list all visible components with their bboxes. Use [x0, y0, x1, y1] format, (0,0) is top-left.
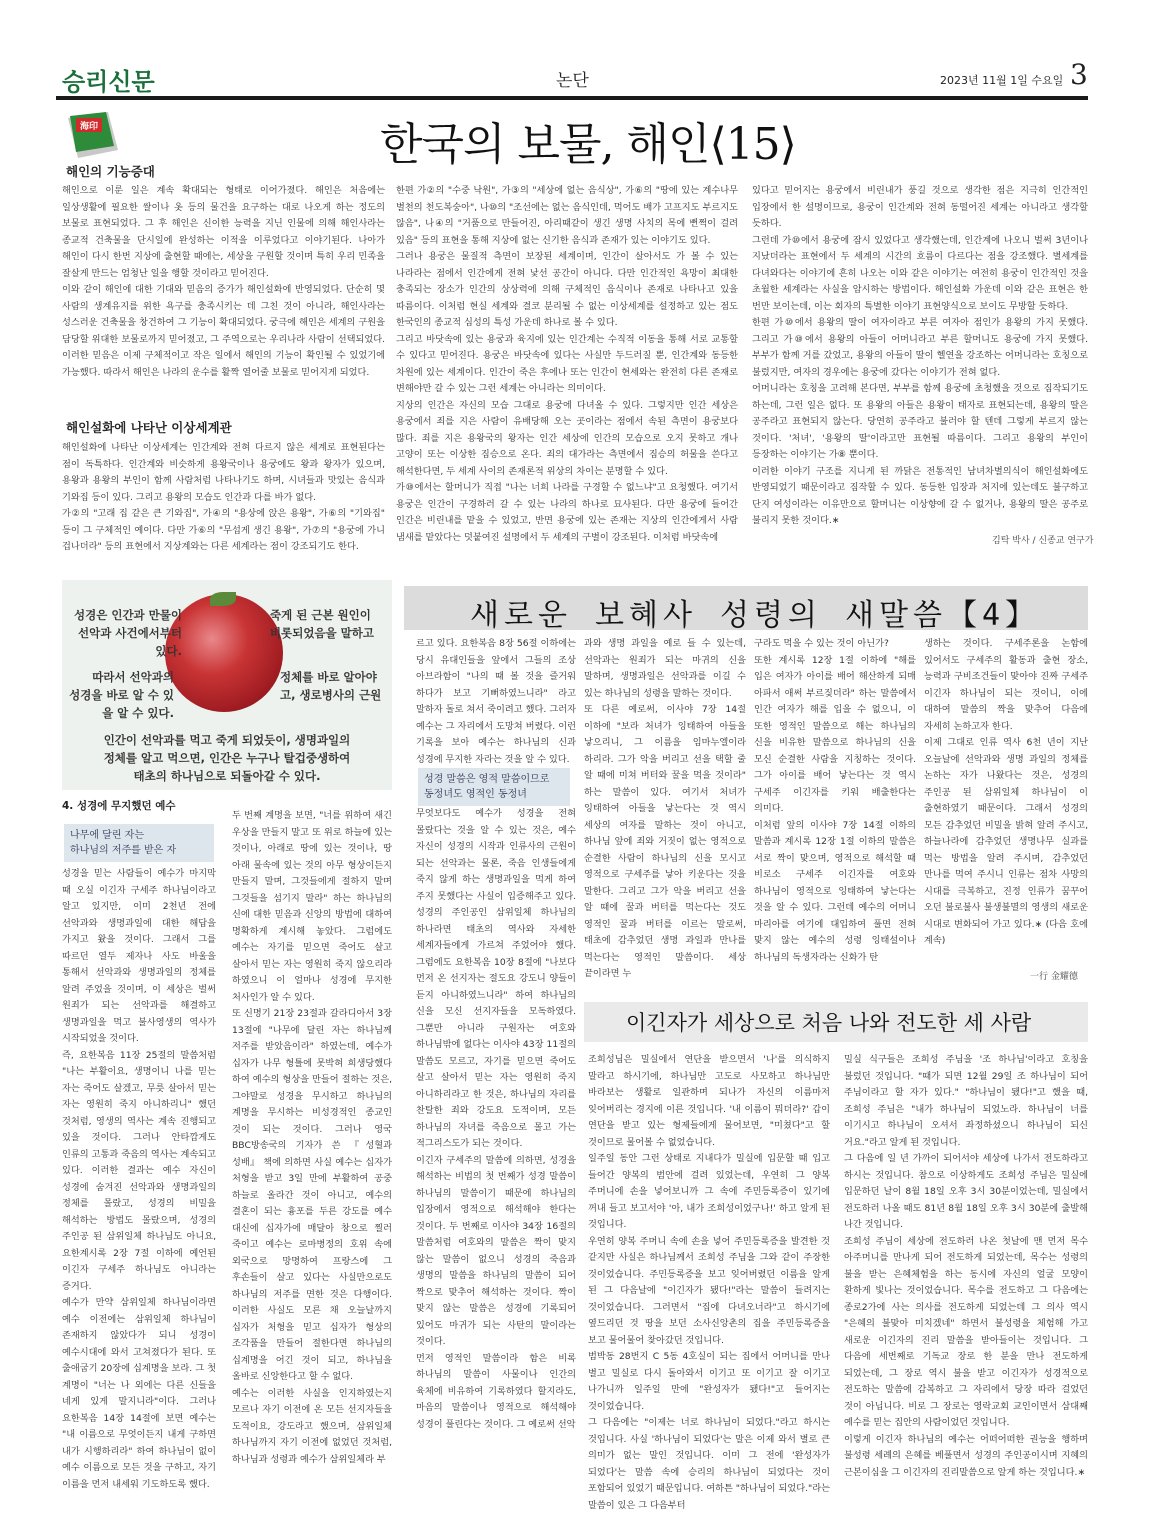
header-rule — [56, 96, 1088, 100]
article1-subheading-2: 해인설화에 나타난 이상세계관 — [66, 420, 232, 435]
apple-image — [165, 594, 283, 712]
article2-signature: 一行 金耀德 — [1030, 972, 1078, 982]
article1-title: 한국의 보물, 해인⟨15⟩ — [380, 119, 796, 170]
article2-col-f: 생하는 것이다. 구세주론을 논함에 있어서도 구세주의 활동과 출현 장소, 능력과 구비조건들이 맞아야 진짜 구세주 이긴자 하나님이 되는 것이니, 이에 대하여 말씀의 짝을 맞추어 다음에 자세히 논하고자 한다. 이제 그대로 인류 역사 6천 년이 지난 오늘날에 선악과와 생명 과일의 정체를 논하는 자가 나왔다는 것은, 성경의 주인공 된 삼위일체 하나님이 이 출현하였기 때문이다. 그래서 성경의 모든 감추었던 비밀을 밝혀 알려 주시고, 하늘나라에 감추었던 생명나무 실과를 먹는 방법을 알려 주시며, 감추었던 만나를 먹여 주시니 인류는 점차 사망의 시대를 극복하고, 진정 인류가 꿈꾸어 오던 불로불사 불생불멸의 영생의 새로운 시대로 변화되어 가고 있다.∗ (다음 호에 계속) — [924, 638, 1088, 946]
article2-col-c: 르고 있다. 요한복음 8장 56절 이하에는 당시 유대인들을 앞에서 그들의 조상 아브라함이 "나의 때 볼 것을 즐거워 하다가 보고 기뻐하였느니라" 라고 말하자 돌로 쳐서 죽이려고 했다. 그러자 예수는 그 자리에서 도망쳐 버렸다. 이런 기록을 보아 예수는 하나님의 신과 성경에 무지한 자라는 것을 알 수 있다. — [416, 638, 576, 765]
article1-col2-text: 한편 가②의 "수중 낙원", 가③의 "세상에 없는 음식상", 가⑥의 "땅에 있는 계수나무 별천의 천도복숭아", 나⑩의 "조선에는 없는 음식인데, 먹어도 배가 고프지도 부르지도 않음", 나④의 "거품으로 만들어진, 아리때같이 생긴 생명 사치의 목에 뻔쩍이 걸려 있음" 등의 표현을 통해 지상에 없는 신기한 음식과 존재가 있는 이야기도 있다. 그러나 용궁은 물질적 측면이 보장된 세계이며, 인간이 살아서도 가 볼 수 있는 나라라는 점에서 인간에게 전혀 낯선 공간이 아니다. 다만 인간적인 욕망이 최대한 충족되는 장소가 인간의 상상력에 의해 구체적인 음식이나 존재로 나타나고 있을 따름이다. 이처럼 현실 세계와 결코 분리될 수 없는 이상세계를 설정하고 있는 점도 한국인의 종교적 심성의 특성 가운데 하나로 볼 수 있다. 그리고 바닷속에 있는 용궁과 육지에 있는 인간계는 수직적 이동을 통해 서로 교통할 수 있다고 믿어진다. 용궁은 바닷속에 있다는 사실만 두드러질 뿐, 인간계와 동등한 차원에 있는 세계이다. 인간이 죽은 후에나 또는 인간이 현세와는 완전히 다른 존재로 변해야만 갈 수 있는 그런 세계는 아니라는 의미이다. 지상의 인간은 자신의 모습 그대로 용궁에 다녀올 수 있다. 그렇지만 인간 세상은 용궁에서 죄를 지은 사람이 유배당해 오는 곳이라는 점에서 속된 측면이 용궁보다 많다. 죄를 지은 용왕국의 왕자는 인간 세상에 인간의 모습으로 오지 못하고 개나 고양이 또는 이상한 짐승으로 온다. 죄의 대가라는 측면에서 짐승의 허물을 쓴다고 해석한다면, 두 세계 사이의 존재론적 위상의 차이는 분명할 수 있다. 가⑩에서는 할머니가 직접 "나는 너희 나라를 구경할 수 없느냐"고 요청했다. 여기서 용궁은 인간이 구경하러 갈 수 있는 나라의 하나로 묘사된다. 다만 용궁에 들어간 인간은 비린내를 맡을 수 있었고, 반면 용궁에 있는 존재는 지상의 인간에게서 사람 냄새를 맡았다는 덧붙여진 설명에서 두 세계의 구별이 강조된다. 이처럼 바닷속에 — [396, 185, 738, 543]
article2-col-b: 두 번째 계명을 보면, "너를 위하여 새긴 우상을 만들지 말고 또 위로 하늘에 있는 것이나, 아래로 땅에 있는 것이나, 땅 아래 물속에 있는 것의 아무 형상이든지 만들지 말며, 그것들에게 절하지 말며 그것들을 섬기지 말라" 하는 하나님의 신에 대한 믿음과 신앙의 방법에 대하여 명확하게 계시해 놓았다. 그럼에도 예수는 자기를 믿으면 죽어도 살고 살아서 믿는 자는 영원히 죽지 않으리라 하였으니 이 얼마나 성경에 무지한 처사인가 알 수 있다. 또 신명기 21장 23절과 갈라디아서 3장 13절에 "나무에 달린 자는 하나님께 저주를 받았음이라" 하였는데, 예수가 십자가 나무 형틀에 못박혀 희생당했다 하여 예수의 형상을 만들어 절하는 것은, 그야말로 성경을 무시하고 하나님의 계명을 무시하는 비성경적인 종교인 것이 되는 것이다. 그러나 영국 BBC방송국의 기자가 쓴 『성혈과 성배』 책에 의하면 사실 예수는 십자가 처형을 받고 3일 만에 부활하여 공중 하늘로 올라간 것이 아니고, 예수의 결혼이 되는 흉포를 두른 강도를 예수 대신에 십자가에 매달아 창으로 찔러 죽이고 예수는 로마병정의 호위 속에 외국으로 망명하여 프랑스에 그 후손들이 살고 있다는 사실만으로도 하나님의 저주를 면한 것은 다행이다. 이러한 사실도 모른 채 오늘날까지 십자가 처형을 믿고 십자가 형상의 조각품을 만들어 절한다면 하나님의 십계명을 어긴 것이 되고, 하나님을 올바로 신앙한다고 할 수 없다. 예수는 이러한 사실을 인지하였는지 모르나 자기 이전에 온 모든 선지자들을 도적이요, 강도라고 했으며, 삼위일체 하나님까지 자기 이전에 없었던 것처럼, 하나님과 성령과 예수가 삼위일체라 부 — [232, 810, 392, 1465]
svg-text:海印: 海印 — [79, 122, 99, 132]
article2-col-c2: 무엇보다도 예수가 성경을 전혀 몰랐다는 것을 알 수 있는 것은, 예수 자신이 성경의 시작과 인류사의 근원이 되는 선악과는 물론, 죽음 인생들에게 죽지 않게 하는 생명과일을 먹게 하여 주지 못했다는 사실이 입증해주고 있다. 성경의 주인공인 삼위일체 하나님의 하나라면 태초의 역사와 자세한 세계자들에게 가르쳐 주었어야 했다. 그럼에도 요한복음 10장 8절에 "나보다 먼저 온 선지자는 절도요 강도니 양들이 듣지 아니하였느니라" 하여 하나님의 신을 모신 선지자들을 모독하였다. 그뿐만 아니라 구원자는 여호와 하나님밖에 없다는 이사야 43장 11절의 말씀도 모르고, 자기를 믿으면 죽어도 살고 살아서 믿는 자는 영원히 죽지 아니하리라고 한 것은, 하나님의 자리를 찬탈한 죄와 강도요 도적이며, 모든 하나님의 자녀를 죽음으로 몰고 가는 적그리스도가 되는 것이다. 이긴자 구세주의 말씀에 의하면, 성경을 해석하는 비법의 첫 번째가 성경 말씀이 하나님의 말씀이기 때문에 하나님의 입장에서 영적으로 해석해야 한다는 것이다. 두 번째로 이사야 34장 16절의 말씀처럼 여호와의 말씀은 짝이 맞지 않는 말씀이 없으니 성경의 죽음과 생명의 말씀을 하나님의 말씀이 되어 짝으로 맞추어 해석하는 것이다. 짝이 맞지 않는 말씀은 성경에 기록되어 있어도 마귀가 되는 사탄의 말이라는 것이다. 먼저 영적인 말씀이라 함은 비록 하나님의 말씀이 사물이나 인간의 육체에 비유하여 기록하였다 할지라도, 마음의 말씀이나 영적으로 해석해야 성경이 풀린다는 것이다. 그 예로써 선악 — [416, 808, 576, 1430]
apple-text-bottom: 인간이 선악과를 먹고 죽게 되었듯이, 생명과일의 정체를 알고 먹으면, 인간은 누구나 탈겁중생하여 태초의 하나님으로 되돌아갈 수 있다. — [103, 733, 351, 783]
article2-col-a: 성경을 믿는 사람들이 예수가 마지막 때 오실 이긴자 구세주 하나님이라고 알고 있지만, 이미 2천년 전에 선악과와 생명과일에 대한 해답을 가지고 왔을 것이다. 그래서 그를 따르던 열두 제자나 사도 바울을 통해서 선악과와 생명과일의 정체를 알려 주었을 것이며, 이 세상은 벌써 원죄가 되는 선악과를 해결하고 생명과일을 먹고 불사영생의 역사가 시작되었을 것이다. 즉, 요한복음 11장 25절의 말씀처럼 "나는 부활이요, 생명이니 나를 믿는 자는 죽어도 살겠고, 무릇 살아서 믿는 자는 영원히 죽지 아니하리니" 했던 것처럼, 영생의 역사는 계속 진행되고 있을 것이다. 그러나 안타깝게도 인류의 고통과 죽음의 역사는 계속되고 있다. 이러한 결과는 예수 자신이 성경에 숨겨진 선악과와 생명과일의 정체를 몰랐고, 성경의 비밀을 해석하는 방법도 몰랐으며, 성경의 주인공 된 삼위일체 하나님도 아니요, 요한계시록 2장 7절 이하에 예언된 이긴자 구세주 하나님도 아니라는 증거다. 예수가 만약 삼위일체 하나님이라면 예수 이전에는 삼위일체 하나님이 존재하지 않았다가 되니 성경이 예수시대에 와서 고쳐졌다가 된다. 또 출애굽기 20장에 십계명을 보라. 그 첫 계명이 "너는 나 외에는 다른 신들을 네게 있게 말지니라"이다. 그러나 요한복음 14장 14절에 보면 예수는 "내 이름으로 무엇이든지 내게 구하면 내가 시행하리라" 하여 하나님이 없이 예수 이름으로 모든 것을 구하고, 자기 이름을 먼저 내세워 기도하도록 했다. — [62, 868, 216, 1490]
article1-col1-text-a: 해인으로 이룬 일은 계속 확대되는 형태로 이어가졌다. 해인은 처음에는 일상생활에 필요한 쌀이나 옷 등의 물건을 요구하는 대로 나오게 하는 정도의 보물로 표현되었다. 그 후 해인은 신이한 능력을 지닌 인물에 의해 해인사라는 종교적 건축물을 단시일에 완성하는 이적을 이루었다고 이야기된다. 나아가 해인이 다시 한번 지상에 출현할 때에는, 세상을 구원할 것이며 특히 우리 민족을 잘살게 만드는 엄청난 일을 행할 것이라고 믿어진다. 이와 같이 해인에 대한 기대와 믿음의 증가가 해인설화에 반영되었다. 단순히 몇 사람의 생계유지를 위한 욕구를 충족시키는 데 그친 것이 아니라, 해인사라는 성스러운 건축물을 창건하여 그 기능이 확대되었다. 궁극에 해인은 세계의 구원을 담당할 위대한 보물로까지 믿어졌고, 그 주역으로는 우리나라 사람이 선택되었다. 이러한 믿음은 이제 구체적이고 작은 일에서 해인의 기능이 확인될 수 있었기에 가능했다. 따라서 해인은 나라의 운수를 활짝 열어줄 보물로 믿어지게 되었다. — [62, 185, 385, 378]
article2-highlight-1: 나무에 달린 자는 하나님의 저주를 받은 자 — [64, 824, 214, 862]
apple-text-right-1: 죽게 된 근본 원인이 비롯되었음을 말하고 — [270, 608, 374, 640]
article3-col-a: 조희성님은 밀실에서 연단을 받으면서 '나'를 의식하지 말라고 하시기에, 하나님만 고도로 사모하고 하나님만 바라보는 생활로 일관하며 되나가 자신의 이름마저 잊어버리는 경지에 이른 것입니다. '내 이름이 뭐더라?' 갑이 연단을 받고 있는 형제들에게 물어보면, "미쳤다"고 할 것이므로 물어볼 수 없었습니다. 일주일 동안 그런 상태로 지내다가 밀실에 입문할 때 입고 들어간 양복의 범안에 걸려 있었는데, 우연히 그 양복 주머니에 손을 넣어보니까 그 속에 주민등록증이 있기에 꺼내 들고 보고서야 '아, 내가 조희성이었구나!' 하고 알게 된 것입니다. 우연히 양복 주머니 속에 손을 넣어 주민등록증을 발견한 것 같지만 사실은 하나님께서 조희성 주님을 그와 같이 주장한 것이었습니다. 주민등록증을 보고 잊어버렸던 이름을 알게 된 그 다음날에 "이긴자가 됐다!"라는 말씀이 들려지는 것이었습니다. 그러면서 "집에 다녀오너라"고 하시기에 옆드리던 것 땅을 보던 소사신앙촌의 집을 주민등록증을 보고 물어물어 찾아갔던 것입니다. 범박동 28번지 C 5동 4호실이 되는 집에서 어머니를 만나 별고 밀실로 다시 돌아와서 이기고 또 이기고 잘 이기고 나가니까 일주일 만에 "완성자가 됐다!"고 들어지는 것이었습니다. 그 다음에는 "이제는 너로 하나님이 되었다."라고 하시는 것입니다. 사실 '하나님이 되었다'는 말은 이제 와서 별로 큰 의미가 없는 말인 것입니다. 이미 그 전에 '완성자가 되었다'는 말씀 속에 승리의 하나님이 되었다는 것이 포함되어 있었기 때문입니다. 여하튼 "하나님이 되었다."라는 말씀이 있은 그 다음부터 — [588, 1054, 830, 1511]
apple-text-left-2: 따라서 선악과의 성경을 바로 알 수 있 을 알 수 있다. — [69, 670, 174, 720]
article2-title: 새로운 보혜사 성령의 새말씀【4】 — [470, 598, 1041, 633]
article1-col3-text: 있다고 믿어지는 용궁에서 비린내가 풍길 것으로 생각한 점은 지극히 인간적인 입장에서 한 설명이므로, 용궁이 인간계와 전혀 동떨어진 세계는 아니라고 생각할 듯하다. 그런데 가⑩에서 용궁에 잠시 있었다고 생각했는데, 인간계에 나오니 벌써 3년이나 지났더라는 표현에서 두 세계의 시간의 흐름이 다르다는 점을 강조했다. 별세계를 다녀와다는 이야기에 흔히 나오는 이와 같은 이야기는 여전히 용궁이 인간적인 것을 초월한 세계라는 사실을 암시하는 방법이다. 해인설화 가운데 이와 같은 표현은 한 번만 보이는데, 이는 회자의 특별한 이야기 표현양식으로 보이도 무방할 듯하다. 한편 가⑩에서 용왕의 딸이 여자이라고 부른 여자아 점인가 용왕의 가지 못했다. 그리고 가⑩에서 용왕의 아들이 어머니라고 부른 할머니도 용궁에 가지 못했다. 부부가 함께 거를 갔었고, 용왕의 아들이 딸이 헬연을 강조하는 어머니라는 호칭으로 불렀지만, 여자의 경우에는 용궁에 갔다는 이야기가 전혀 없다. 어머니라는 호칭을 고려해 본다면, 부부를 함께 용궁에 초청했을 것으로 짐작되기도 하는데, 그런 일은 없다. 또 용왕의 아들은 용왕이 태자로 표현되는데, 용왕의 딸은 공주라고 표현되지 않는다. 당연히 공주라고 불러야 할 텐데 그렇게 부르지 않는 것이다. '처녀', '용왕의 딸'이라고만 표현될 따름이다. 그리고 용왕의 부인이 등장하는 이야기는 가⑧ 뿐이다. 이러한 이야기 구조를 지니게 된 까닭은 전통적인 남녀차별의식이 해인설화에도 반영되었기 때문이라고 짐작할 수 있다. 동등한 입장과 처지에 있는데도 불구하고 단지 여성이라는 이유만으로 할머니는 이상향에 갈 수 없거나, 용왕의 딸은 공주로 불리지 못한 것이다.∗ — [752, 185, 1088, 526]
article1-subheading-1: 해인의 기능증대 — [66, 164, 155, 179]
article2-col-e: 구라도 먹을 수 있는 것이 아닌가? 또한 계시록 12장 1절 이하에 "해를 입은 여자가 아이를 배어 해산하게 되매 아파서 애써 부르짖더라" 하는 말씀에서 인간 여자가 해를 입을 수 없으니, 이 또한 영적인 말씀으로 해는 하나님의 신을 비유한 말씀으로 하나님의 신을 모신 순결한 사람을 지칭하는 것이다. 그가 아이를 배어 낳는다는 것 역시 구세주 이긴자를 키워 배출한다는 의미다. 이처럼 앞의 이사야 7장 14절 이하의 말씀과 계시록 12장 1절 이하의 말씀은 서로 짝이 맞으며, 영적으로 해석할 때 비로소 구세주 이긴자를 여호와 하나님이 영적으로 잉태하여 낳는다는 것을 알 수 있다. 그런데 예수의 어머니 마리아를 여기에 대입하여 풀면 전혀 맞지 않는 예수의 성령 잉태설이나 하나님의 독생자라는 신화가 탄 — [754, 638, 916, 963]
seal-icon — [64, 110, 122, 160]
apple-text-right-2: 정체를 바로 알아야 고, 생로병사의 근원 — [280, 670, 382, 702]
article3-col-b: 밀실 식구들은 조희성 주님을 '조 하나님'이라고 호칭을 불렀던 것입니다. "때가 되면 12월 29일 조 하나님이 되어 주님이라고 할 자가 있다." "하나님이 됐다!"고 했을 때, 조희성 주님은 "내가 하나님이 되었노라. 하나님이 너를 이기시고 하나님이 오셔서 좌정하셨으니 하나님이 되신 거요."라고 알게 된 것입니다. 그 다음에 일 년 가까이 되어서야 세상에 나가서 전도하라고 하시는 것입니다. 참으로 이상하게도 조희성 주님은 밀실에 입문하던 날이 8월 18일 오후 3시 30분이었는데, 밀실에서 전도하러 나올 때도 81년 8월 18일 오후 3시 30분에 출발해 나간 것입니다. 조희성 주님이 세상에 전도하러 나온 첫날에 맨 먼저 목수 아주머니를 만나게 되어 전도하게 되었는데, 목수는 성령의 불을 받는 은혜체험을 하는 동시에 자신의 얼굴 모양이 환하게 빛나는 것이었습니다. 목수를 전도하고 그 다음에는 종로2가에 사는 의사를 전도하게 되었는데 그 의사 역시 "은혜의 불맞아 미치겠네" 하면서 불성령을 체험해 가고 새로운 이긴자의 진리 말씀을 받아들이는 것입니다. 그 다음에 세번째로 기독교 장로 한 분을 만나 전도하게 되었는데, 그 장로 역시 불을 받고 이긴자가 성경적으로 전도하는 말씀에 감복하고 그 자리에서 당장 따라 걸었던 것이 아닙니다. 비로 그 장로는 영락교회 교인이면서 삼대째 예수를 믿는 집안의 사람이었던 것입니다. 이렇게 이긴자 하나님의 예수는 어떠어떠한 권능을 행하며 불성령 세례의 은혜를 베풀면서 성경의 주인공이시며 지혜의 근본이심을 그 이긴자의 진리말씀으로 알게 하는 것입니다.∗ — [844, 1054, 1088, 1478]
leaf-icon — [210, 592, 236, 606]
article2-subheading: 4. 성경에 무지했던 예수 — [62, 800, 176, 812]
page-number: 3 — [1070, 58, 1088, 91]
article1-col1-text-b: 해인설화에 나타난 이상세계는 인간계와 전혀 다르지 않은 세계로 표현된다는 점이 독특하다. 인간계와 비슷하게 용왕국이나 용궁에도 왕과 왕자가 있으며, 용왕과 용왕의 부인이 함께 사람처럼 나타나기도 하며, 시녀들과 맛있는 음식과 기와집 등이 있다. 그리고 용왕의 모습도 인간과 다를 바가 없다. 가②의 "고래 집 같은 큰 기와집", 가④의 "용상에 앉은 용왕", 가⑥의 "기와집" 등이 그 구체적인 예이다. 다만 가⑥의 "무섭게 생긴 용왕", 가⑦의 "용궁에 가니 겁나더라" 등의 표현에서 지상계와는 다른 세계라는 점이 강조되기도 한다. — [62, 442, 385, 552]
article2-col-d: 과와 생명 과일을 예로 들 수 있는데, 선악과는 원죄가 되는 마귀의 신을 말하며, 생명과일은 선악과를 이길 수 있는 하나님의 성령을 말하는 것이다. 또 다른 예로써, 이사야 7장 14절 이하에 "보라 처녀가 잉태하여 아들을 낳으리니, 그 이름을 임마누엘이라 하리라. 그가 악을 버리고 선을 택할 줄 알 때에 미쳐 버터와 꿀을 먹을 것이라" 하는 말씀이 있다. 여기서 처녀가 잉태하여 아들을 낳는다는 것 역시 세상의 여자를 말하는 것이 아니고, 하나님 앞에 죄와 거짓이 없는 영적으로 순결한 사람이 하나님의 신을 모시고 영적으로 구세주를 낳아 키운다는 것을 말한다. 그리고 그가 악을 버리고 선을 알 때에 꿀과 버터를 먹는다는 것도 영적인 꿀과 버터를 이르는 말로써, 태초에 감추었던 생명 과일과 만나를 먹는다는 영적인 말씀이다. 세상 끝이라면 누 — [584, 638, 746, 979]
article3-title: 이긴자가 세상으로 처음 나와 전도한 세 사람 — [626, 1011, 1032, 1035]
article1-signature: 김탁 박사 / 신종교 연구가 — [992, 536, 1094, 546]
issue-date: 2023년 11월 1일 수요일 — [940, 74, 1064, 87]
article2-highlight-2: 성경 말씀은 영적 말씀이므로 동정녀도 영적인 동정녀 — [418, 768, 570, 806]
newspaper-logo: 승리신문 — [62, 68, 155, 96]
section-name: 논단 — [556, 71, 589, 91]
apple-text-left-1: 성경은 인간과 만물이 선악과 사건에서부터 있다. — [74, 608, 182, 658]
